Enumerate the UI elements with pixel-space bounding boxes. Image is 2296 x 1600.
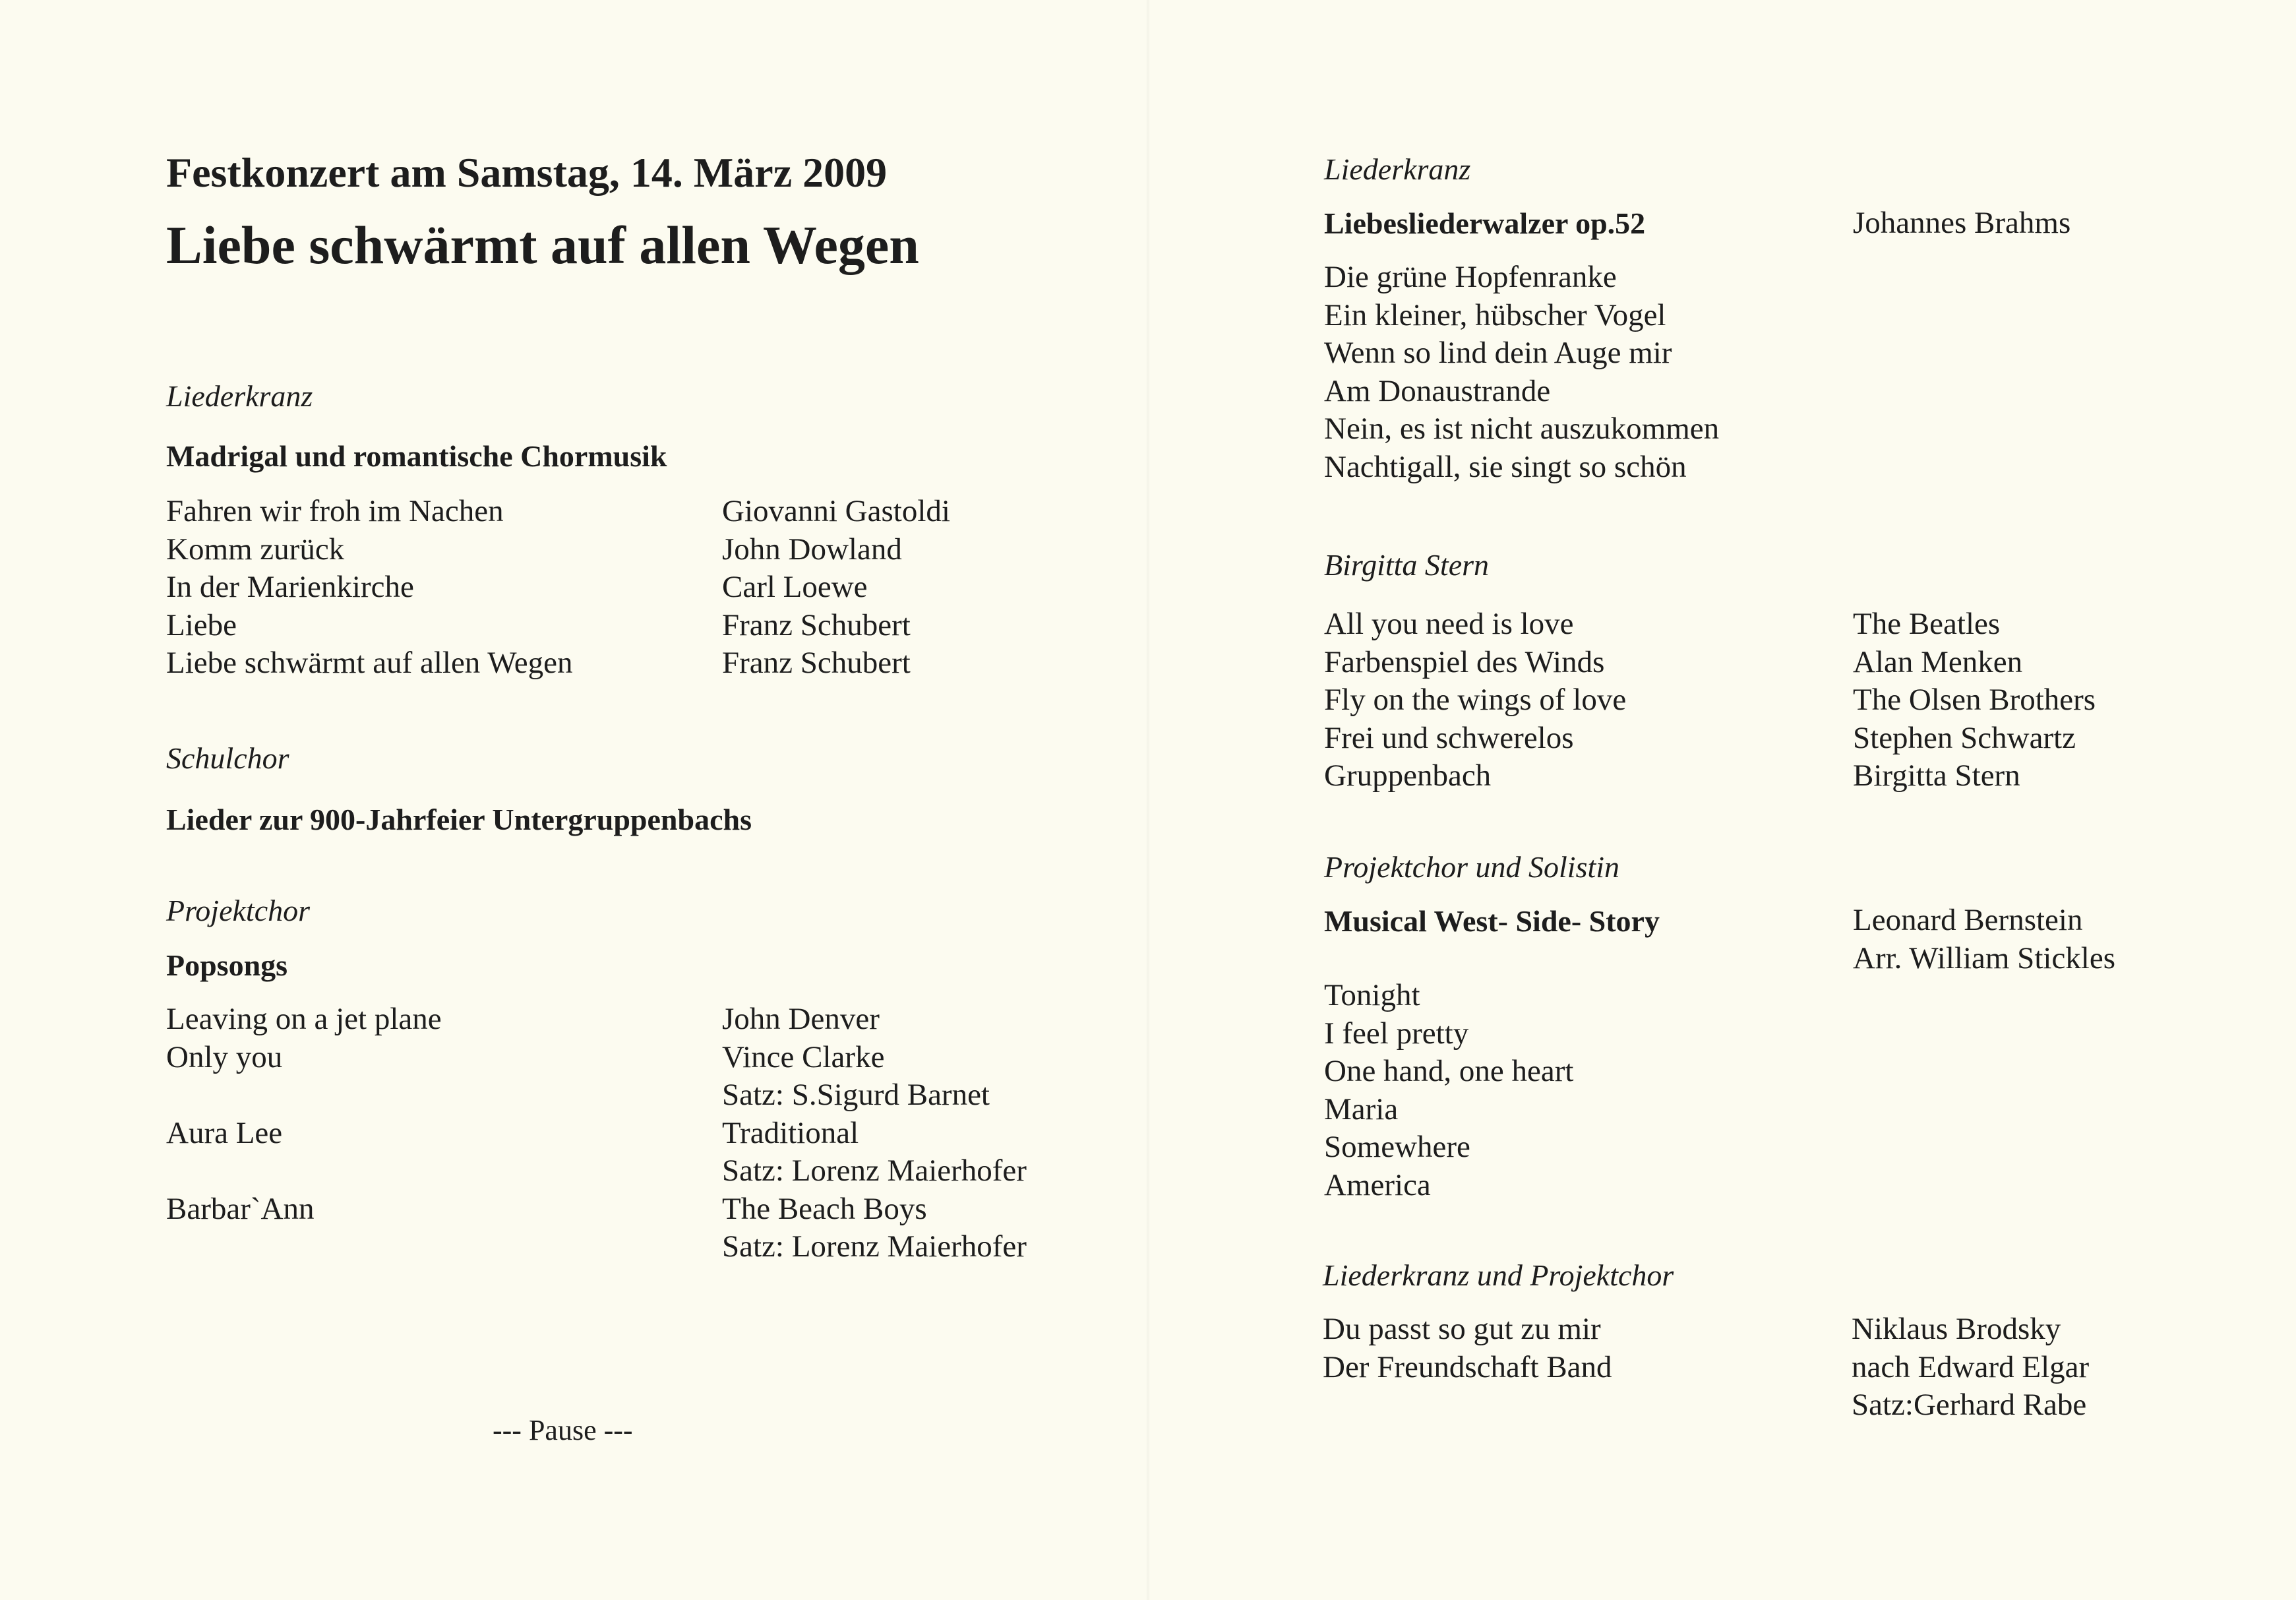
section-heading-west-side-story: Musical West- Side- Story <box>1324 904 1660 938</box>
song-title: Tonight <box>1324 978 1420 1012</box>
song-title: Aura Lee <box>166 1115 283 1150</box>
song-spacer <box>166 1152 442 1190</box>
composer-name: Johannes Brahms <box>1853 206 2071 240</box>
composer-name: Franz Schubert <box>722 607 911 642</box>
composer-list-west-side-story <box>1853 902 2115 977</box>
composer-list-finale <box>1852 1310 2089 1425</box>
composer-name: John Dowland <box>722 532 902 567</box>
section-label-liederkranz-right: Liederkranz <box>1324 152 1471 186</box>
song-list-liebesliederwalzer <box>1324 259 1719 486</box>
song-title: Gruppenbach <box>1324 758 1492 793</box>
page-fold <box>1146 0 1150 1600</box>
section-heading-schulchor: Lieder zur 900-Jahrfeier Untergruppenbachs <box>166 803 752 836</box>
song-title: Nachtigall, sie singt so schön <box>1324 449 1687 484</box>
section-label-liederkranz: Liederkranz <box>166 379 313 413</box>
song-title: Fly on the wings of love <box>1324 683 1627 717</box>
song-title: Am Donaustrande <box>1324 373 1551 408</box>
song-title: Only you <box>166 1039 283 1074</box>
song-title: Nein, es ist nicht auszukommen <box>1324 412 1720 446</box>
composer-name: Niklaus Brodsky <box>1852 1312 2061 1346</box>
song-title: Liebe schwärmt auf allen Wegen <box>166 646 573 680</box>
composer-name: John Denver <box>722 1002 880 1036</box>
song-title: Ein kleiner, hübscher Vogel <box>1324 297 1666 332</box>
composer-name: Traditional <box>722 1115 859 1150</box>
composer-name: Stephen Schwartz <box>1853 720 2076 755</box>
composer-name: Satz: Lorenz Maierhofer <box>722 1154 1027 1188</box>
song-title: All you need is love <box>1324 607 1574 641</box>
concert-title: Liebe schwärmt auf allen Wegen <box>166 215 919 275</box>
composer-list-madrigal <box>722 493 950 683</box>
composer-name: Satz: S.Sigurd Barnet <box>722 1078 990 1112</box>
section-label-projektchor: Projektchor <box>166 894 311 927</box>
composer-name: Satz:Gerhard Rabe <box>1852 1388 2087 1422</box>
song-title: Der Freundschaft Band <box>1323 1349 1612 1384</box>
composer-name: The Beach Boys <box>722 1191 927 1226</box>
composer-name: Alan Menken <box>1853 644 2023 679</box>
composer-name: Birgitta Stern <box>1853 758 2020 793</box>
composer-name: Giovanni Gastoldi <box>722 494 950 528</box>
song-title: Komm zurück <box>166 532 345 567</box>
section-label-projektchor-solistin: Projektchor und Solistin <box>1324 850 1620 884</box>
composer-name: Leonard Bernstein <box>1853 903 2083 937</box>
section-heading-popsongs: Popsongs <box>166 948 288 982</box>
song-title: Du passt so gut zu mir <box>1323 1312 1601 1346</box>
song-title: Fahren wir froh im Nachen <box>166 494 504 528</box>
song-title: Somewhere <box>1324 1130 1470 1164</box>
composer-name: The Olsen Brothers <box>1853 683 2096 717</box>
composer-name: Arr. William Stickles <box>1853 940 2116 975</box>
song-title: Farbenspiel des Winds <box>1324 644 1605 679</box>
song-title: Die grüne Hopfenranke <box>1324 260 1617 294</box>
song-list-finale <box>1323 1310 1612 1386</box>
song-title: Liebe <box>166 607 237 642</box>
composer-name: The Beatles <box>1853 607 2001 641</box>
composer-name: Vince Clarke <box>722 1039 885 1074</box>
section-label-schulchor: Schulchor <box>166 741 289 775</box>
song-list-popsongs <box>166 1000 442 1228</box>
composer-name: Satz: Lorenz Maierhofer <box>722 1229 1027 1264</box>
song-title: Leaving on a jet plane <box>166 1002 442 1036</box>
song-spacer <box>166 1076 442 1115</box>
song-title: One hand, one heart <box>1324 1054 1574 1088</box>
composer-name: Carl Loewe <box>722 570 868 604</box>
composer-list-birgitta <box>1853 605 2096 795</box>
composer-brahms <box>1853 204 2070 243</box>
song-title: America <box>1324 1167 1431 1202</box>
section-heading-madrigal: Madrigal und romantische Chormusik <box>166 439 667 473</box>
composer-name: Franz Schubert <box>722 646 911 680</box>
song-title: I feel pretty <box>1324 1016 1469 1051</box>
section-heading-liebesliederwalzer: Liebesliederwalzer op.52 <box>1324 206 1646 240</box>
composer-list-popsongs <box>722 1000 1027 1266</box>
song-title: Barbar`Ann <box>166 1191 315 1226</box>
section-label-birgitta-stern: Birgitta Stern <box>1324 548 1490 582</box>
section-label-liederkranz-projektchor: Liederkranz und Projektchor <box>1323 1258 1674 1292</box>
song-list-madrigal <box>166 493 573 683</box>
song-title: Wenn so lind dein Auge mir <box>1324 336 1672 370</box>
song-title: Frei und schwerelos <box>1324 720 1574 755</box>
song-title: In der Marienkirche <box>166 570 414 604</box>
song-list-birgitta <box>1324 605 1626 795</box>
composer-name: nach Edward Elgar <box>1852 1349 2090 1384</box>
pause-marker: --- Pause --- <box>493 1414 633 1446</box>
song-title: Maria <box>1324 1092 1399 1126</box>
song-list-west-side-story <box>1324 977 1573 1204</box>
concert-date-line: Festkonzert am Samstag, 14. März 2009 <box>166 149 888 196</box>
